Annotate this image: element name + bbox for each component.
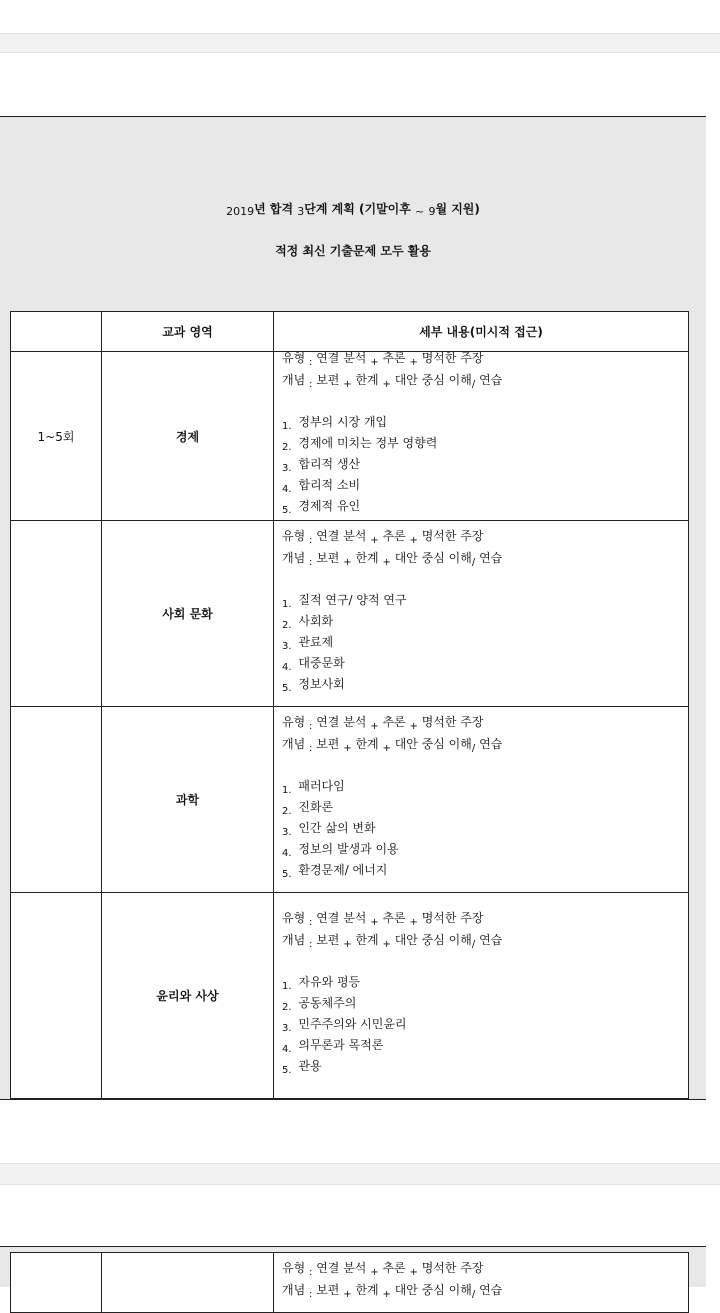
item-text: 패러다임: [298, 778, 345, 793]
plus-sign: +: [343, 938, 352, 950]
list-item: [282, 975, 688, 996]
type-part: 연결 분석: [316, 910, 367, 925]
item-text: 정보사회: [298, 676, 345, 691]
list-item: [282, 415, 688, 436]
item-number: 4.: [282, 847, 292, 859]
type-label: 유형: [282, 528, 306, 543]
item-number: 4.: [282, 1043, 292, 1055]
item-number: 3.: [282, 826, 292, 838]
item-text: 관용: [298, 1058, 322, 1073]
item-number: 2.: [282, 442, 292, 453]
round-cell: [11, 707, 102, 893]
list-item: [282, 1038, 688, 1059]
separator: :: [309, 916, 313, 928]
separator: :: [309, 938, 313, 950]
item-number: 5.: [282, 1064, 292, 1076]
plus-sign: +: [409, 534, 418, 546]
list-item: [282, 656, 688, 677]
item-text: 합리적 소비: [298, 478, 361, 492]
item-number: 3.: [282, 463, 292, 474]
concept-part: 대안 중심 이해: [394, 373, 472, 387]
list-item: [282, 614, 688, 635]
header-detail: 세부 내용(미시적 접근): [274, 312, 689, 352]
spacer: [282, 758, 688, 779]
table-row: [11, 352, 689, 521]
type-part: 연결 분석: [316, 351, 367, 365]
page-separator: [0, 33, 720, 53]
item-text: 정보의 발생과 이용: [298, 841, 399, 856]
concept-part: 한계: [355, 1282, 379, 1297]
detail-cell: [274, 707, 689, 893]
concept-part: 연습: [479, 550, 503, 565]
type-label: 유형: [282, 351, 306, 365]
list-item: [282, 996, 688, 1017]
concept-part: 대안 중심 이해: [394, 932, 472, 947]
type-part: 명석한 주장: [421, 351, 484, 365]
item-number: 3.: [282, 640, 292, 652]
concept-label: 개념: [282, 1282, 306, 1297]
list-item: [282, 1017, 688, 1038]
item-number: 5.: [282, 505, 292, 516]
item-text: 경제적 유인: [298, 499, 361, 513]
round-cell: 1~5회: [11, 352, 102, 521]
plus-sign: +: [343, 556, 352, 568]
plus-sign: +: [343, 1288, 352, 1300]
detail-cell: [274, 1253, 689, 1313]
separator: :: [309, 379, 313, 390]
round-cell: [11, 893, 102, 1099]
item-text: 사회화: [298, 613, 334, 628]
plus-sign: +: [409, 357, 418, 368]
table-row: [11, 1253, 689, 1313]
separator: :: [309, 1288, 313, 1300]
plus-sign: +: [382, 379, 391, 390]
table-row: [11, 893, 689, 1099]
type-part: 명석한 주장: [421, 714, 484, 729]
separator: :: [309, 556, 313, 568]
list-item: [282, 499, 688, 520]
concept-part: 한계: [355, 373, 379, 387]
page-title: 2019년 합격 3단계 계획 (기말이후 ~ 9월 지원): [226, 202, 480, 218]
area-cell: 윤리와 사상: [102, 893, 274, 1099]
type-part: 명석한 주장: [421, 528, 484, 543]
item-text: 의무론과 목적론: [298, 1037, 384, 1052]
item-text: 민주주의와 시민윤리: [298, 1016, 407, 1031]
header-round: [11, 312, 102, 352]
plan-table: [10, 311, 689, 1099]
plus-sign: +: [409, 720, 418, 732]
plus-sign: +: [382, 1288, 391, 1300]
type-line: [282, 1262, 688, 1283]
item-number: 1.: [282, 421, 292, 432]
slash: /: [471, 379, 476, 390]
spacer: [282, 572, 688, 593]
slash: /: [471, 938, 476, 950]
list-item: [282, 1059, 688, 1080]
round-cell: [11, 521, 102, 707]
item-text: 경제에 미치는 정부 영향력: [298, 436, 438, 450]
type-line: [282, 912, 688, 933]
type-part: 추론: [382, 1260, 406, 1275]
document-page: [0, 116, 706, 1100]
item-number: 1.: [282, 784, 292, 796]
type-part: 연결 분석: [316, 528, 367, 543]
round-cell: [11, 1253, 102, 1313]
plus-sign: +: [382, 742, 391, 754]
type-label: 유형: [282, 714, 306, 729]
concept-line: [282, 1283, 688, 1304]
plus-sign: +: [382, 938, 391, 950]
separator: :: [309, 1266, 313, 1278]
table-row: [11, 521, 689, 707]
concept-part: 대안 중심 이해: [394, 1282, 472, 1297]
item-text: 자유와 평등: [298, 974, 361, 989]
list-item: [282, 635, 688, 656]
detail-cell: [274, 352, 689, 521]
separator: :: [309, 534, 313, 546]
separator: :: [309, 742, 313, 754]
concept-line: [282, 933, 688, 954]
concept-line: [282, 737, 688, 758]
list-item: [282, 863, 688, 884]
list-item: [282, 779, 688, 800]
item-number: 2.: [282, 619, 292, 631]
item-number: 1.: [282, 980, 292, 992]
list-item: [282, 436, 688, 457]
concept-part: 한계: [355, 932, 379, 947]
concept-part: 보편: [316, 932, 340, 947]
plus-sign: +: [370, 534, 379, 546]
type-part: 명석한 주장: [421, 1260, 484, 1275]
plus-sign: +: [343, 379, 352, 390]
item-text: 인간 삶의 변화: [298, 820, 376, 835]
item-text: 진화론: [298, 799, 334, 814]
item-text: 합리적 생산: [298, 457, 361, 471]
list-item: [282, 478, 688, 499]
plus-sign: +: [409, 1266, 418, 1278]
item-text: 관료제: [298, 634, 334, 649]
concept-label: 개념: [282, 932, 306, 947]
concept-label: 개념: [282, 736, 306, 751]
plus-sign: +: [409, 916, 418, 928]
item-number: 5.: [282, 868, 292, 880]
header-area: 교과 영역: [102, 312, 274, 352]
concept-part: 보편: [316, 1282, 340, 1297]
plus-sign: +: [382, 556, 391, 568]
item-number: 4.: [282, 661, 292, 673]
list-item: [282, 677, 688, 698]
type-line: [282, 352, 688, 373]
concept-part: 연습: [479, 736, 503, 751]
item-number: 4.: [282, 484, 292, 495]
detail-cell: [274, 521, 689, 707]
spacer: [282, 954, 688, 975]
area-cell: 경제: [102, 352, 274, 521]
type-part: 연결 분석: [316, 1260, 367, 1275]
type-label: 유형: [282, 1260, 306, 1275]
type-line: [282, 716, 688, 737]
area-cell: [102, 1253, 274, 1313]
list-item: [282, 842, 688, 863]
spacer: [282, 394, 688, 415]
item-text: 질적 연구/ 양적 연구: [298, 592, 407, 607]
concept-part: 한계: [355, 550, 379, 565]
concept-line: [282, 551, 688, 572]
item-number: 2.: [282, 805, 292, 817]
concept-part: 연습: [479, 932, 503, 947]
item-text: 정부의 시장 개입: [298, 415, 388, 429]
concept-part: 연습: [479, 373, 503, 387]
list-item: [282, 457, 688, 478]
item-number: 5.: [282, 682, 292, 694]
plus-sign: +: [343, 742, 352, 754]
concept-part: 보편: [316, 373, 340, 387]
plus-sign: +: [370, 916, 379, 928]
document-page: [0, 1246, 706, 1300]
slash: /: [471, 556, 476, 568]
table-header-row: [11, 312, 689, 352]
slash: /: [471, 1288, 476, 1300]
concept-part: 한계: [355, 736, 379, 751]
type-part: 연결 분석: [316, 714, 367, 729]
item-text: 환경문제/ 에너지: [298, 862, 388, 877]
item-text: 대중문화: [298, 655, 345, 670]
type-part: 추론: [382, 528, 406, 543]
separator: :: [309, 720, 313, 732]
table-row: [11, 707, 689, 893]
separator: :: [309, 357, 313, 368]
type-label: 유형: [282, 910, 306, 925]
concept-part: 연습: [479, 1282, 503, 1297]
list-item: [282, 821, 688, 842]
plus-sign: +: [370, 1266, 379, 1278]
concept-label: 개념: [282, 550, 306, 565]
type-part: 추론: [382, 351, 406, 365]
item-text: 공동체주의: [298, 995, 357, 1010]
type-line: [282, 530, 688, 551]
plus-sign: +: [370, 357, 379, 368]
list-item: [282, 593, 688, 614]
concept-part: 대안 중심 이해: [394, 550, 472, 565]
concept-part: 보편: [316, 550, 340, 565]
page-separator: [0, 1163, 720, 1185]
concept-line: [282, 373, 688, 394]
area-cell: 과학: [102, 707, 274, 893]
plan-table-continued: [10, 1252, 689, 1313]
area-cell: 사회 문화: [102, 521, 274, 707]
item-number: 3.: [282, 1022, 292, 1034]
item-number: 2.: [282, 1001, 292, 1013]
concept-label: 개념: [282, 373, 306, 387]
type-part: 추론: [382, 714, 406, 729]
concept-part: 대안 중심 이해: [394, 736, 472, 751]
list-item: [282, 800, 688, 821]
page-subtitle: 적정 최신 기출문제 모두 활용: [275, 244, 431, 258]
type-part: 명석한 주장: [421, 910, 484, 925]
type-part: 추론: [382, 910, 406, 925]
detail-cell: [274, 893, 689, 1099]
slash: /: [471, 742, 476, 754]
item-number: 1.: [282, 598, 292, 610]
plus-sign: +: [370, 720, 379, 732]
concept-part: 보편: [316, 736, 340, 751]
